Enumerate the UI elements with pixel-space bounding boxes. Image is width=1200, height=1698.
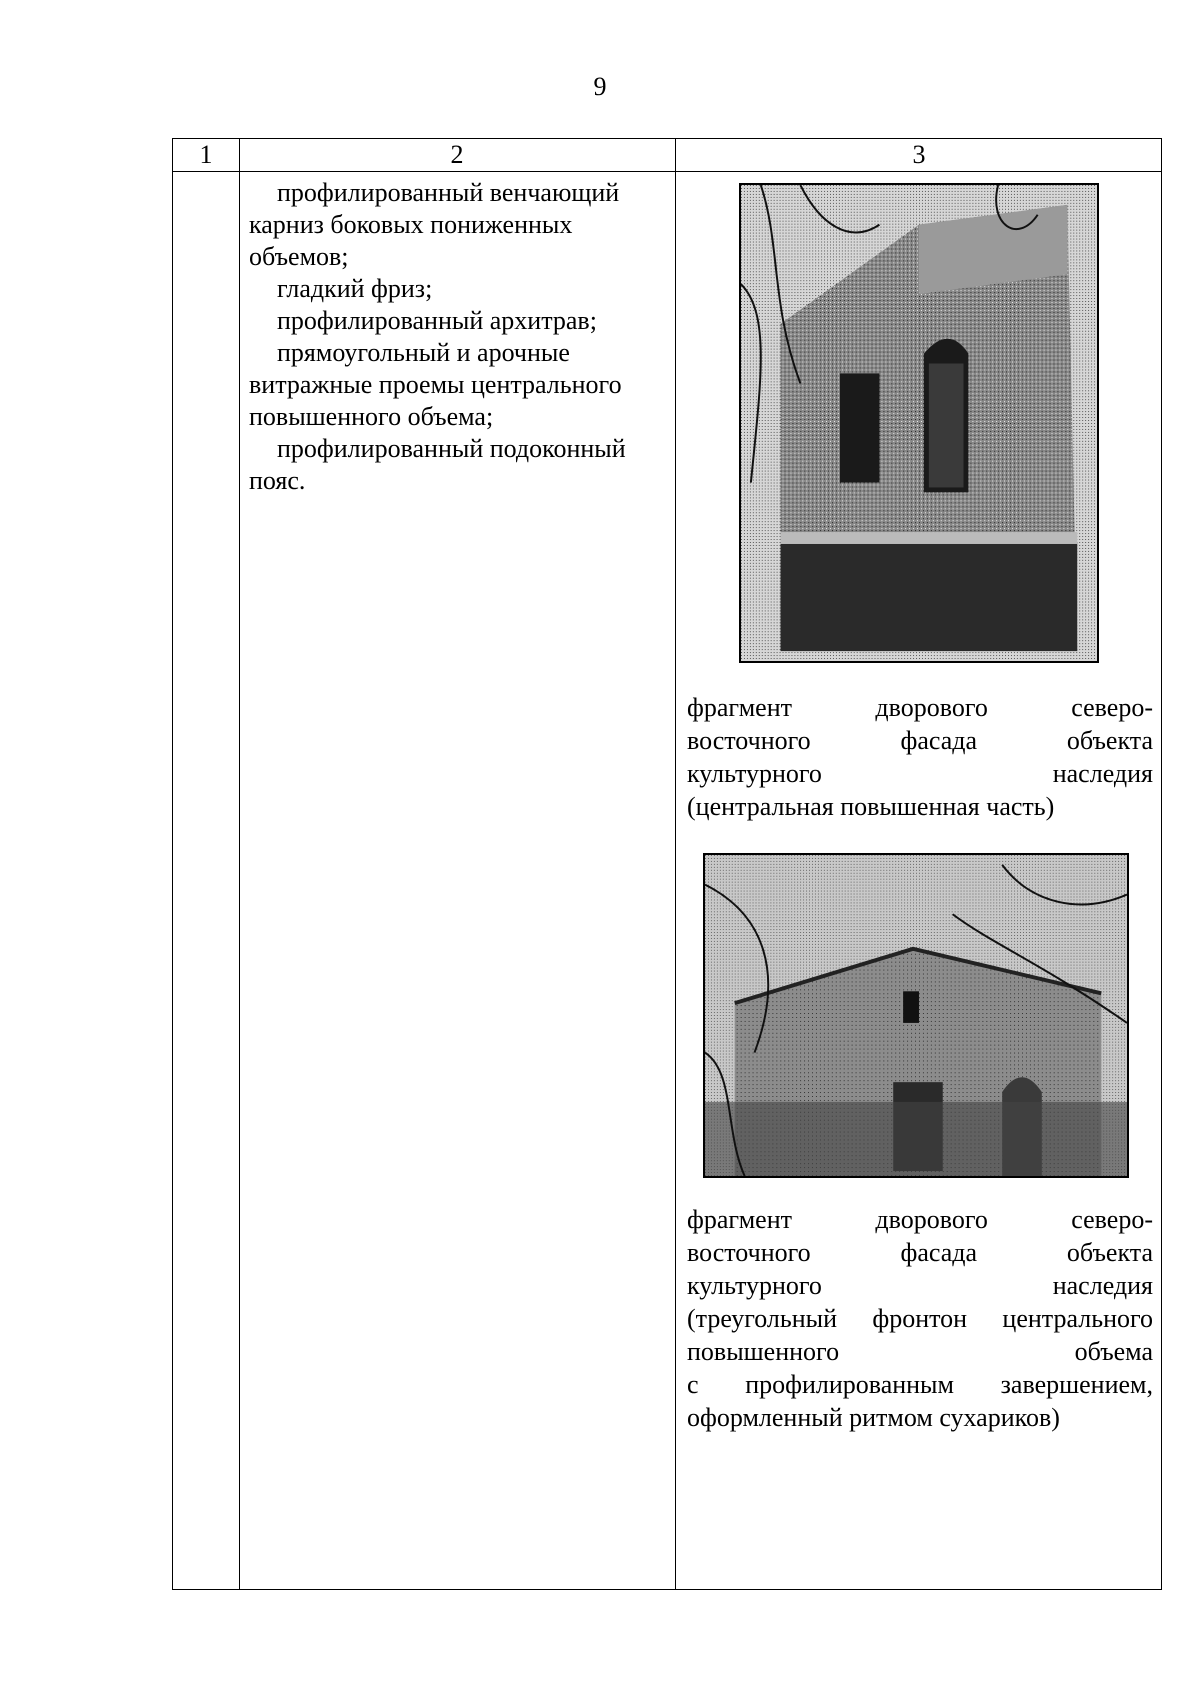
feature-item: профилированный венчающий карниз боковых пониженных объемов;	[249, 178, 620, 271]
facade-photo-central-part	[739, 183, 1099, 663]
caption-line: (центральная повышенная часть)	[687, 792, 1055, 821]
feature-item: прямоугольный и арочные витражные проемы центрального повышенного объема;	[249, 338, 622, 431]
feature-list	[249, 177, 669, 497]
header-divider	[173, 171, 1161, 172]
caption-line: восточного фасада объекта	[687, 1238, 1153, 1267]
caption-line: оформленный ритмом сухариков)	[687, 1403, 1060, 1432]
caption-line: (треугольный фронтон центрального	[687, 1304, 1153, 1333]
column-header-1: 1	[199, 140, 213, 169]
caption-line: повышенного объема	[687, 1337, 1153, 1366]
caption-line: фрагмент дворового северо-	[687, 1205, 1153, 1234]
feature-item: профилированный подоконный пояс.	[249, 434, 626, 495]
photo-caption	[687, 1203, 1153, 1434]
column-divider	[675, 139, 676, 1589]
facade-photo-pediment	[703, 853, 1129, 1178]
caption-line: культурного наследия	[687, 1271, 1153, 1300]
column-divider	[239, 139, 240, 1589]
photo-caption	[687, 691, 1153, 823]
caption-line: восточного фасада объекта	[687, 726, 1153, 755]
caption-line: культурного наследия	[687, 759, 1153, 788]
table	[172, 138, 1162, 1590]
column-header-2: 2	[450, 140, 464, 169]
feature-item: гладкий фриз;	[277, 274, 433, 303]
page-number: 9	[593, 72, 607, 101]
column-header-3: 3	[912, 140, 926, 169]
caption-line: с профилированным завершением,	[687, 1370, 1153, 1399]
caption-line: фрагмент дворового северо-	[687, 693, 1153, 722]
feature-item: профилированный архитрав;	[277, 306, 597, 335]
